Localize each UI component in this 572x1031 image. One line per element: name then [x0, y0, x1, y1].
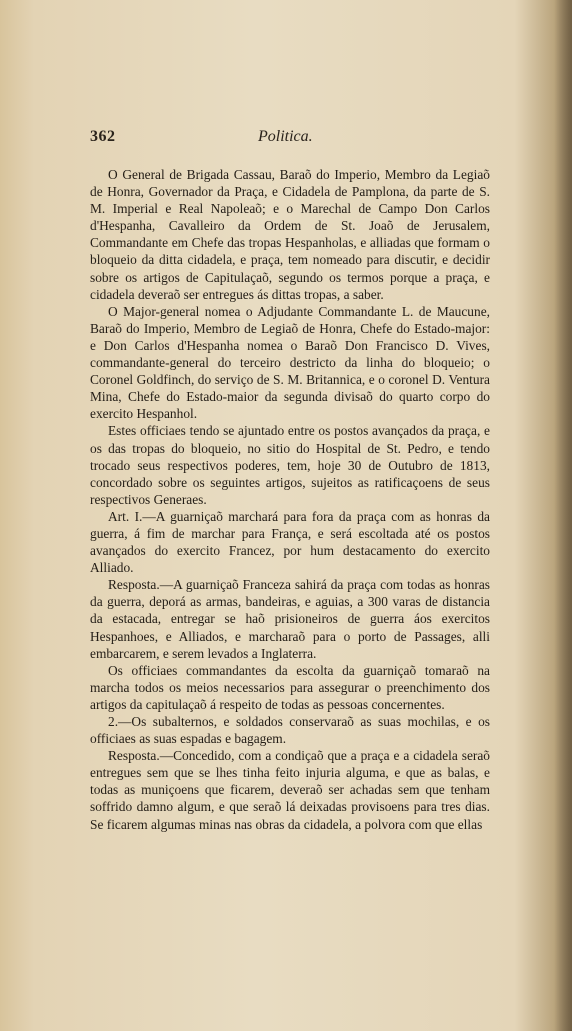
paragraph-escort-officers: Os officiaes commandantes da escolta da guarniçaõ tomaraõ na marcha todos os meios necessarios para assegurar o preenchimento dos artigos da capitulaçaõ á respeito de todas as pessoas concernentes. — [90, 662, 490, 712]
page-header — [90, 128, 490, 150]
page-number: 362 — [90, 128, 116, 145]
page-gutter-shadow — [554, 0, 572, 1031]
paragraph-article-1: Art. I.—A guarniçaõ marchará para fora da praça com as honras da guerra, á fim de marchar para França, e será escoltada até os postos avançados do exercito Francez, por hum destacamento do exercito Alliado. — [90, 508, 490, 576]
paragraph-nominations: O Major-general nomea o Adjudante Commandante L. de Maucune, Baraõ do Imperio, Membro de Legiaõ de Honra, Chefe do Estado-major: e Don Carlos d'Hespanha nomea o Baraõ Don Francisco D. Vives, commandante-general do terceiro destricto da linha do bloqueio; o Coronel Goldfinch, do serviço de S. M. Britannica, e o coronel D. Ventura Mina, Chefe do Estado-maior da segunda divisaõ do quarto corpo do exercito Hespanhol. — [90, 303, 490, 422]
body-text — [90, 166, 490, 833]
paragraph-meeting: Estes officiaes tendo se ajuntado entre os postos avançados da praça, e os das tropas do bloqueio, no sitio do Hospital de St. Pedro, e tendo trocado seus respectivos poderes, tem, hoje 30 de Outubro de 1813, concordado sobre os seguintes artigos, sujeitos as ratificaçoens de seus respectivos Generaes. — [90, 423, 490, 507]
running-title: Politica. — [258, 128, 313, 145]
paragraph-preamble: O General de Brigada Cassau, Baraõ do Imperio, Membro da Legiaõ de Honra, Governador da Praça, e Cidadela de Pamplona, da parte de S. M. Imperial e Real Napoleaõ; e o Marechal de Campo Don Carlos d'Hespanha, Cavalleiro da Ordem de St. Joaõ de Jerusalem, Commandante em Chefe das tropas Hespanholas, e alliadas que formam o bloqueio da ditta cidadela, e praça, tem nomeado para discutir, e decidir sobre os artigos de Capitulaçaõ, segundo os termos porque a praça, e cidadela deveraõ ser entregues ás dittas tropas, a saber. — [90, 167, 490, 302]
paragraph-response-2: Resposta.—Concedido, com a condiçaõ que a praça e a cidadela seraõ entregues sem que se lhes tinha feito injuria alguma, e que as balas, e todas as muniçoens que ficarem, deveraõ ser achadas sem que tenham soffrido damno algum, e que seraõ lá deixadas provisoens para tres dias. Se ficarem algumas minas nas obras da cidadela, a polvora com que ellas — [90, 748, 490, 832]
paragraph-response-1: Resposta.—A guarniçaõ Franceza sahirá da praça com todas as honras da guerra, deporá as armas, bandeiras, e aguias, a 300 varas de distancia da estacada, entregar se haõ prisioneiros de guerra áos exercitos Hespanhoes, e Alliados, e marcharaõ para o porto de Passages, alli embarcarem, e serem levados a Inglaterra. — [90, 577, 490, 661]
paragraph-article-2: 2.—Os subalternos, e soldados conservaraõ as suas mochilas, e os officiaes as suas espadas e bagagem. — [90, 714, 490, 747]
